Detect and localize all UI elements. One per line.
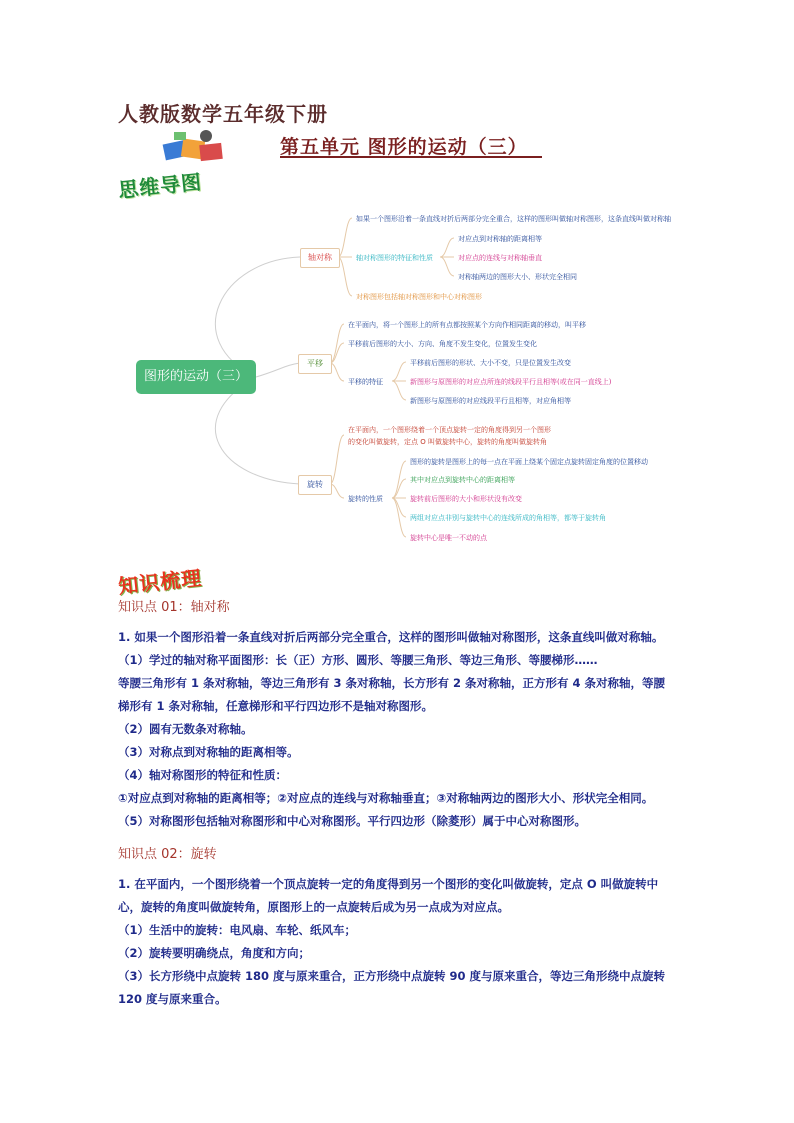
kp1-line: 梯形有 1 条对称轴，任意梯形和平行四边形不是轴对称图形。 [118,699,434,713]
kp1-line: 1. 如果一个图形沿着一条直线对折后两部分完全重合，这样的图形叫做轴对称图形，这条直线叫做对称轴。 [118,630,664,644]
sub-item: 旋转中心是唯一不动的点 [410,534,487,542]
branch-item: 的变化叫做旋转，定点 O 叫做旋转中心，旋转的角度叫做旋转角 [348,438,547,446]
section-heading-mindmap: 思维导图 [117,169,204,203]
kp1-line: （4）轴对称图形的特征和性质： [118,768,287,782]
mindmap-connectors [0,0,794,560]
branch-axial-symmetry: 轴对称 [300,248,340,268]
sub-item: 其中对应点到旋转中心的距离相等 [410,476,515,484]
kp2-line: 1. 在平面内，一个图形绕着一个顶点旋转一定的角度得到另一个图形的变化叫做旋转，定点 O 叫做旋转中 [118,877,659,891]
branch-item: 平移的特征 [348,378,383,386]
unit-title: 第五单元 图形的运动（三） [280,136,528,158]
mindmap [0,0,794,560]
branch-item: 轴对称图形的特征和性质 [356,254,433,262]
sub-item: 平移前后图形的形状、大小不变，只是位置发生改变 [410,359,571,367]
sub-item: 新图形与原图形的对应线段平行且相等，对应角相等 [410,397,571,405]
kp1-line: 等腰三角形有 1 条对称轴，等边三角形有 3 条对称轴，长方形有 2 条对称轴，正方形有 4 条对称轴，等腰 [118,676,666,690]
kp1-line: （1）学过的轴对称平面图形：长（正）方形、圆形、等腰三角形、等边三角形、等腰梯形…… [118,653,598,667]
branch-item: 旋转的性质 [348,495,383,503]
mindmap-root: 图形的运动（三） [136,360,256,394]
kp1-line: （3）对称点到对称轴的距离相等。 [118,745,299,759]
branch-item: 在平面内，将一个图形上的所有点都按照某个方向作相同距离的移动，叫平移 [348,321,586,329]
kp2-line: 心，旋转的角度叫做旋转角，原图形上的一点旋转后成为另一点成为对应点。 [118,900,509,914]
branch-item: 如果一个图形沿着一条直线对折后两部分完全重合，这样的图形叫做轴对称图形，这条直线叫做对称轴 [356,215,671,223]
knowledge-point-1-body [118,626,678,833]
knowledge-point-1-title: 知识点 01：轴对称 [118,600,230,615]
sub-item: 对称轴两边的图形大小、形状完全相同 [458,273,577,281]
kp1-line: ①对应点到对称轴的距离相等；②对应点的连线与对称轴垂直；③对称轴两边的图形大小、形状完全相同。 [118,791,654,805]
sub-item: 图形的旋转是图形上的每一点在平面上绕某个固定点旋转固定角度的位置移动 [410,458,648,466]
section-heading-knowledge: 知识梳理 [117,565,204,599]
branch-item: 对称图形包括轴对称图形和中心对称图形 [356,293,482,301]
branch-item: 平移前后图形的大小、方向、角度不发生变化，位置发生变化 [348,340,537,348]
kp1-line: （2）圆有无数条对称轴。 [118,722,253,736]
kp2-line: 120 度与原来重合。 [118,992,227,1006]
knowledge-point-2-body [118,873,678,1011]
sub-item: 对应点到对称轴的距离相等 [458,235,542,243]
kp2-line: （3）长方形绕中点旋转 180 度与原来重合，正方形绕中点旋转 90 度与原来重合，等边三角形绕中点旋转 [118,969,666,983]
sub-item: 对应点的连线与对称轴垂直 [458,254,542,262]
branch-item: 在平面内，一个图形绕着一个顶点旋转一定的角度得到另一个图形 [348,426,551,434]
kp2-line: （1）生活中的旋转：电风扇、车轮、纸风车； [118,923,356,937]
branch-translation: 平移 [298,354,332,374]
branch-rotation: 旋转 [298,475,332,495]
kp2-line: （2）旋转要明确绕点，角度和方向； [118,946,310,960]
sub-item: 新图形与原图形的对应点所连的线段平行且相等(或在同一直线上) [410,378,612,386]
sub-item: 旋转前后图形的大小和形状没有改变 [410,495,522,503]
sub-item: 两组对应点非别与旋转中心的连线所成的角相等，都等于旋转角 [410,514,606,522]
kp1-line: （5）对称图形包括轴对称图形和中心对称图形。平行四边形（除菱形）属于中心对称图形。 [118,814,586,828]
knowledge-point-2-title: 知识点 02：旋转 [118,847,217,862]
series-title: 人教版数学五年级下册 [118,102,328,126]
